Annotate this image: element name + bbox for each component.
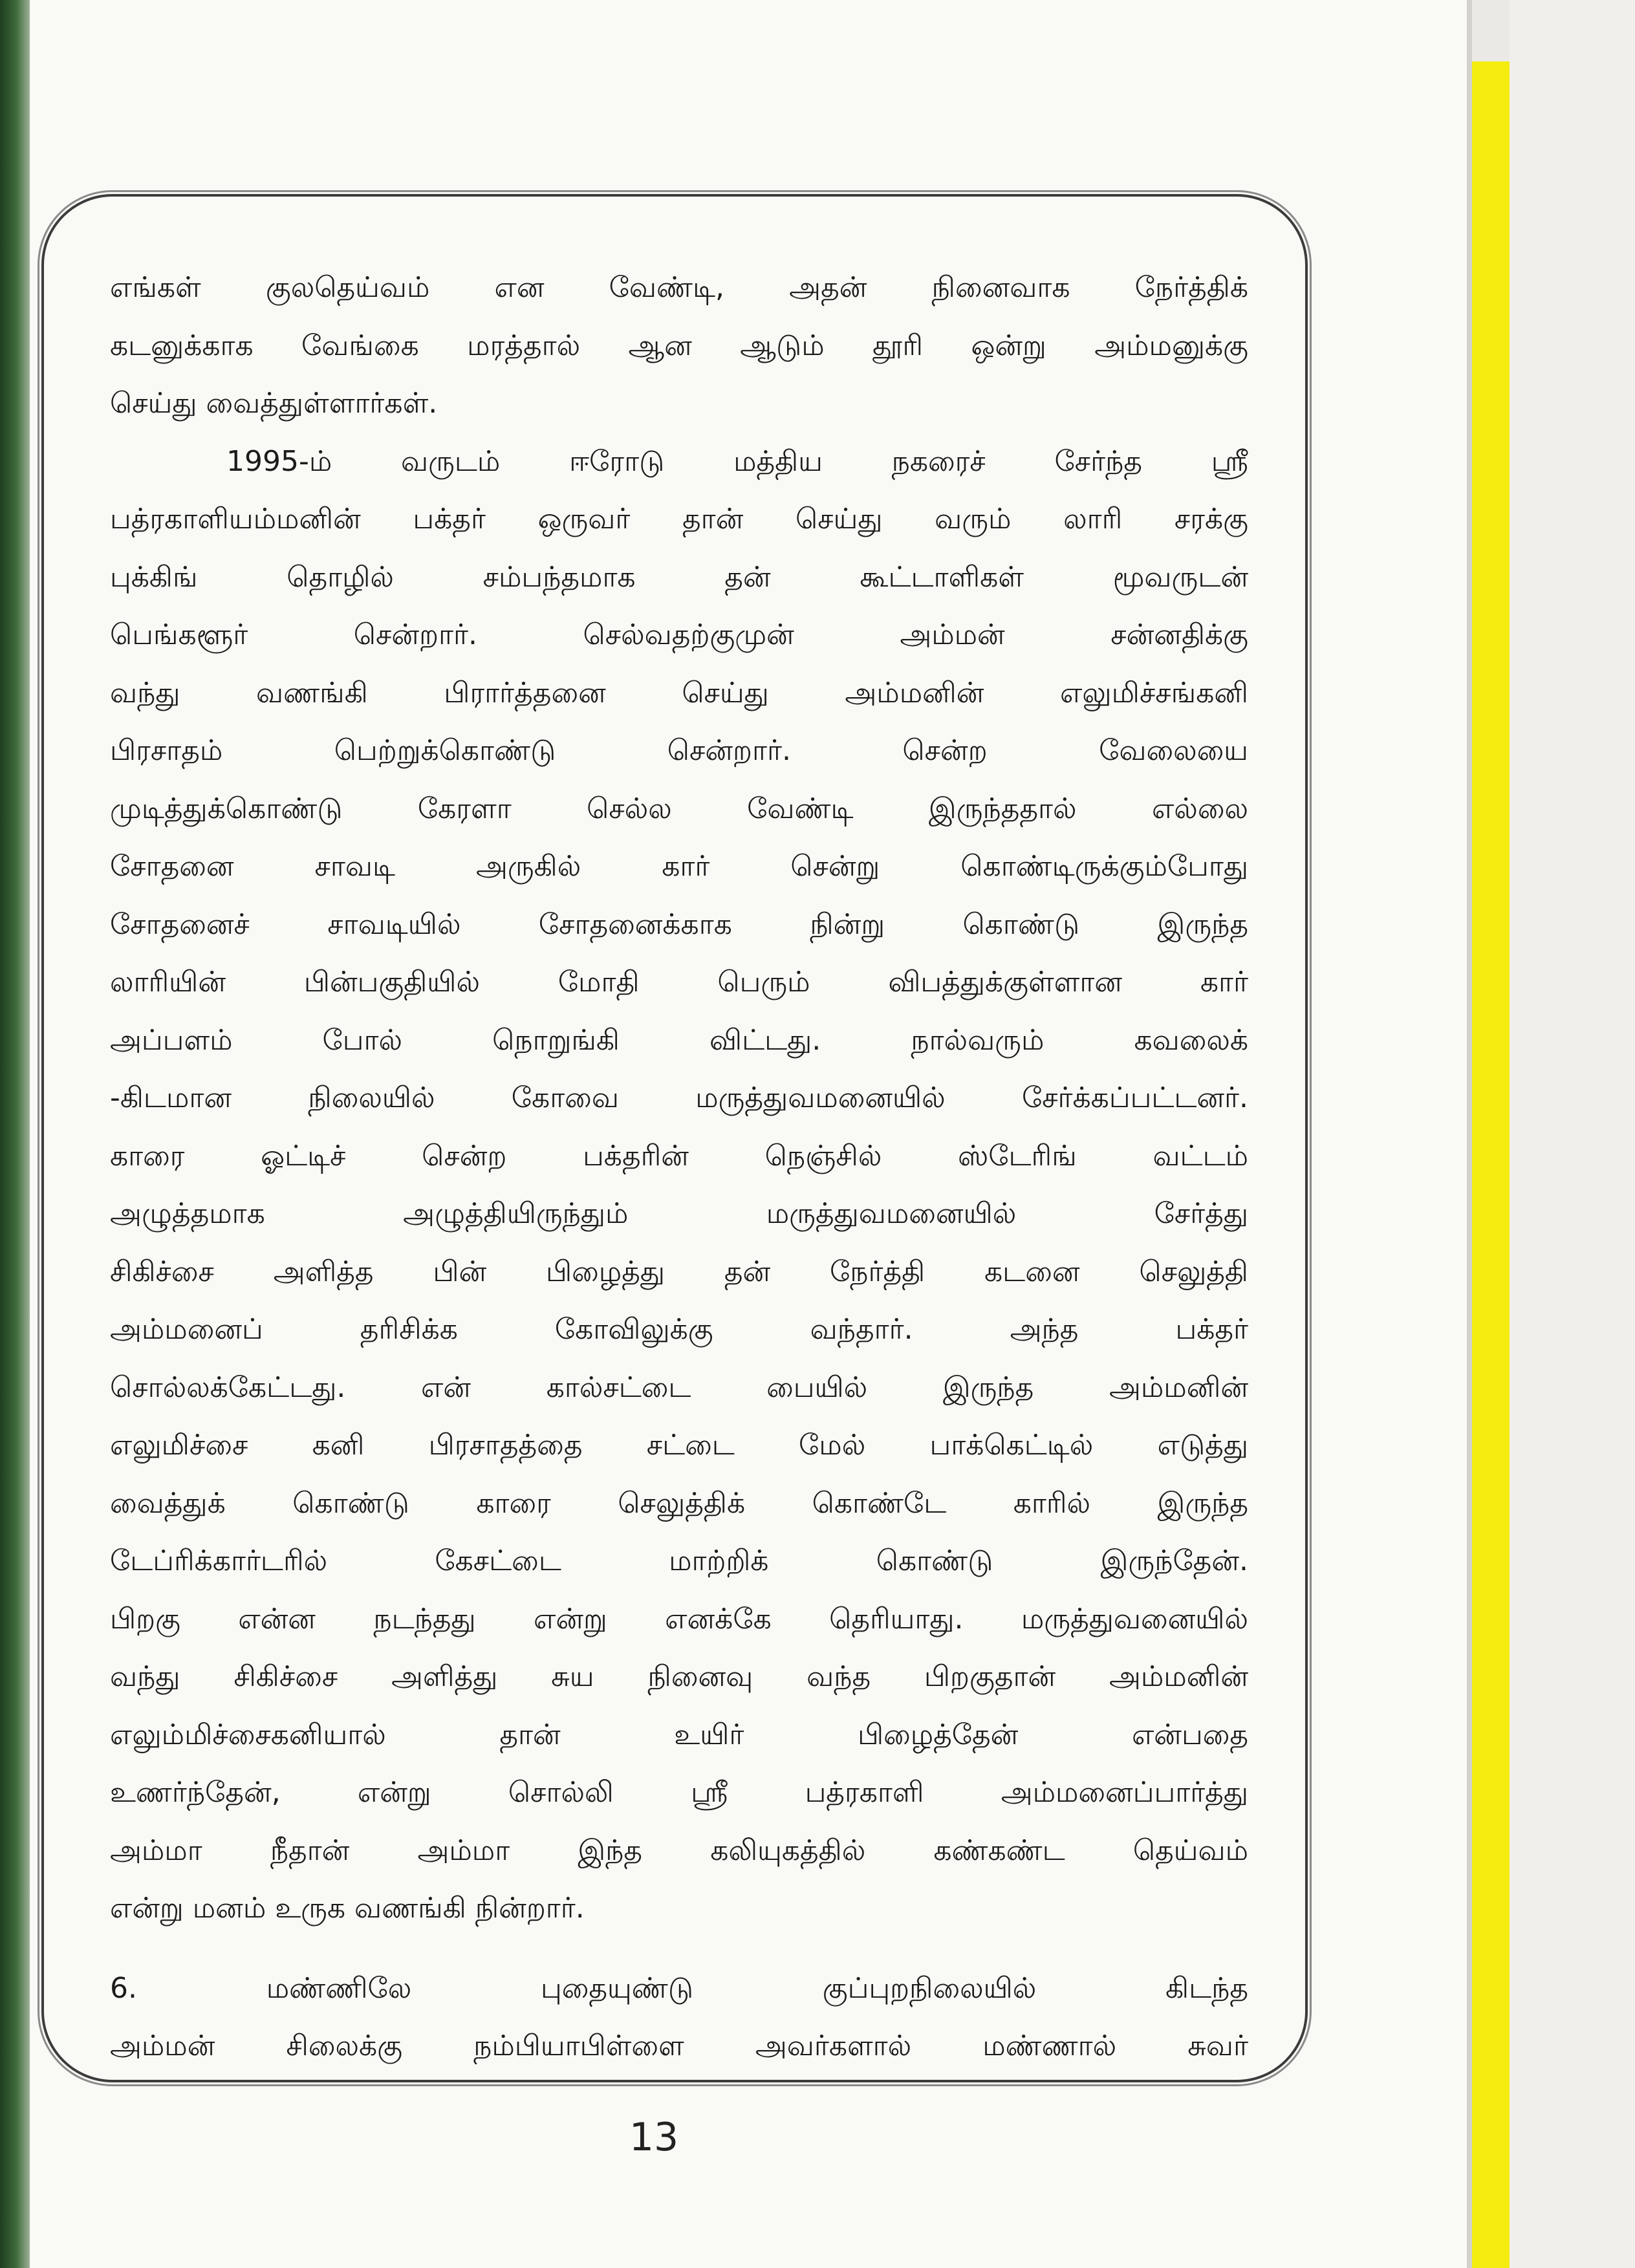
text-line: டேப்ரிக்கார்டரில் கேசட்டை மாற்றிக் கொண்டு இருந்தேன்.	[110, 1544, 1248, 1577]
text-line: அம்மன் சிலைக்கு நம்பியாபிள்ளை அவர்களால் மண்ணால் சுவர்	[110, 2029, 1248, 2062]
background-margin	[1510, 0, 1635, 2268]
page-edge	[1467, 0, 1472, 2268]
text-line: சிகிச்சை அளித்த பின் பிழைத்து தன் நேர்த்தி கடனை செலுத்தி	[110, 1255, 1248, 1288]
text-line: அப்பளம் போல் நொறுங்கி விட்டது. நால்வரும் கவலைக்	[110, 1023, 1248, 1057]
text-line: உணர்ந்தேன், என்று சொல்லி ஸ்ரீ பத்ரகாளி அம்மனைப்பார்த்து	[110, 1776, 1248, 1809]
yellow-page-strip	[1472, 61, 1510, 2268]
paragraph-gap	[110, 1938, 1248, 1960]
text-line: லாரியின் பின்பகுதியில் மோதி பெரும் விபத்துக்குள்ளான கார்	[110, 966, 1248, 999]
text-line: எலும்மிச்சைகனியால் தான் உயிர் பிழைத்தேன் என்பதை	[110, 1718, 1248, 1751]
text-line: பெங்களூர் சென்றார். செல்வதற்குமுன் அம்மன் சன்னதிக்கு	[110, 618, 1248, 651]
text-line: அம்மனைப் தரிசிக்க கோவிலுக்கு வந்தார். அந்த பக்தர்	[110, 1313, 1248, 1346]
text-line: வந்து சிகிச்சை அளித்து சுய நினைவு வந்த பிறகுதான் அம்மனின்	[110, 1660, 1248, 1693]
text-line: பிரசாதம் பெற்றுக்கொண்டு சென்றார். சென்ற வேலையை	[110, 734, 1248, 767]
text-line: பத்ரகாளியம்மனின் பக்தர் ஒருவர் தான் செய்து வரும் லாரி சரக்கு	[110, 502, 1248, 535]
text-line: கடனுக்காக வேங்கை மரத்தால் ஆன ஆடும் தூரி ஒன்று அம்மனுக்கு	[110, 329, 1248, 362]
text-line: அழுத்தமாக அழுத்தியிருந்தும் மருத்துவமனையில் சேர்த்து	[110, 1197, 1248, 1230]
text-line: வந்து வணங்கி பிரார்த்தனை செய்து அம்மனின் எலுமிச்சங்கனி	[110, 676, 1248, 709]
text-line: சோதனை சாவடி அருகில் கார் சென்று கொண்டிருக்கும்போது	[110, 850, 1248, 883]
text-line: -கிடமான நிலையில் கோவை மருத்துவமனையில் சேர்க்கப்பட்டனர்.	[110, 1081, 1248, 1114]
text-line: முடித்துக்கொண்டு கேரளா செல்ல வேண்டி இருந்ததால் எல்லை	[110, 792, 1248, 825]
text-line: எங்கள் குலதெய்வம் என வேண்டி, அதன் நினைவாக நேர்த்திக்	[110, 271, 1248, 304]
book-binding-edge	[0, 0, 30, 2268]
text-line: சொல்லக்கேட்டது. என் கால்சட்டை பையில் இருந்த அம்மனின்	[110, 1370, 1248, 1404]
numbered-item-line: 6. மண்ணிலே புதையுண்டு குப்புறநிலையில் கிடந்த	[110, 1971, 1248, 2005]
text-line: சோதனைச் சாவடியில் சோதனைக்காக நின்று கொண்டு இருந்த	[110, 907, 1248, 941]
text-line: வைத்துக் கொண்டு காரை செலுத்திக் கொண்டே காரில் இருந்த	[110, 1486, 1248, 1520]
text-line: செய்து வைத்துள்ளார்கள்.	[110, 387, 438, 420]
body-text	[110, 259, 1248, 2075]
text-line: புக்கிங் தொழில் சம்பந்தமாக தன் கூட்டாளிகள் மூவருடன்	[110, 560, 1248, 594]
text-line: அம்மா நீதான் அம்மா இந்த கலியுகத்தில் கண்கண்ட தெய்வம்	[110, 1833, 1248, 1867]
paragraph-first-line: 1995-ம் வருடம் ஈரோடு மத்திய நகரைச் சேர்ந்த ஸ்ரீ	[226, 444, 1248, 478]
page-number: 13	[629, 2115, 679, 2160]
text-line: என்று மனம் உருக வணங்கி நின்றார்.	[110, 1892, 585, 1925]
text-line: பிறகு என்ன நடந்தது என்று எனக்கே தெரியாது. மருத்துவனையில்	[110, 1602, 1248, 1636]
text-line: எலுமிச்சை கனி பிரசாதத்தை சட்டை மேல் பாக்கெட்டில் எடுத்து	[110, 1429, 1248, 1462]
text-line: காரை ஓட்டிச் சென்ற பக்தரின் நெஞ்சில் ஸ்டேரிங் வட்டம்	[110, 1139, 1248, 1172]
